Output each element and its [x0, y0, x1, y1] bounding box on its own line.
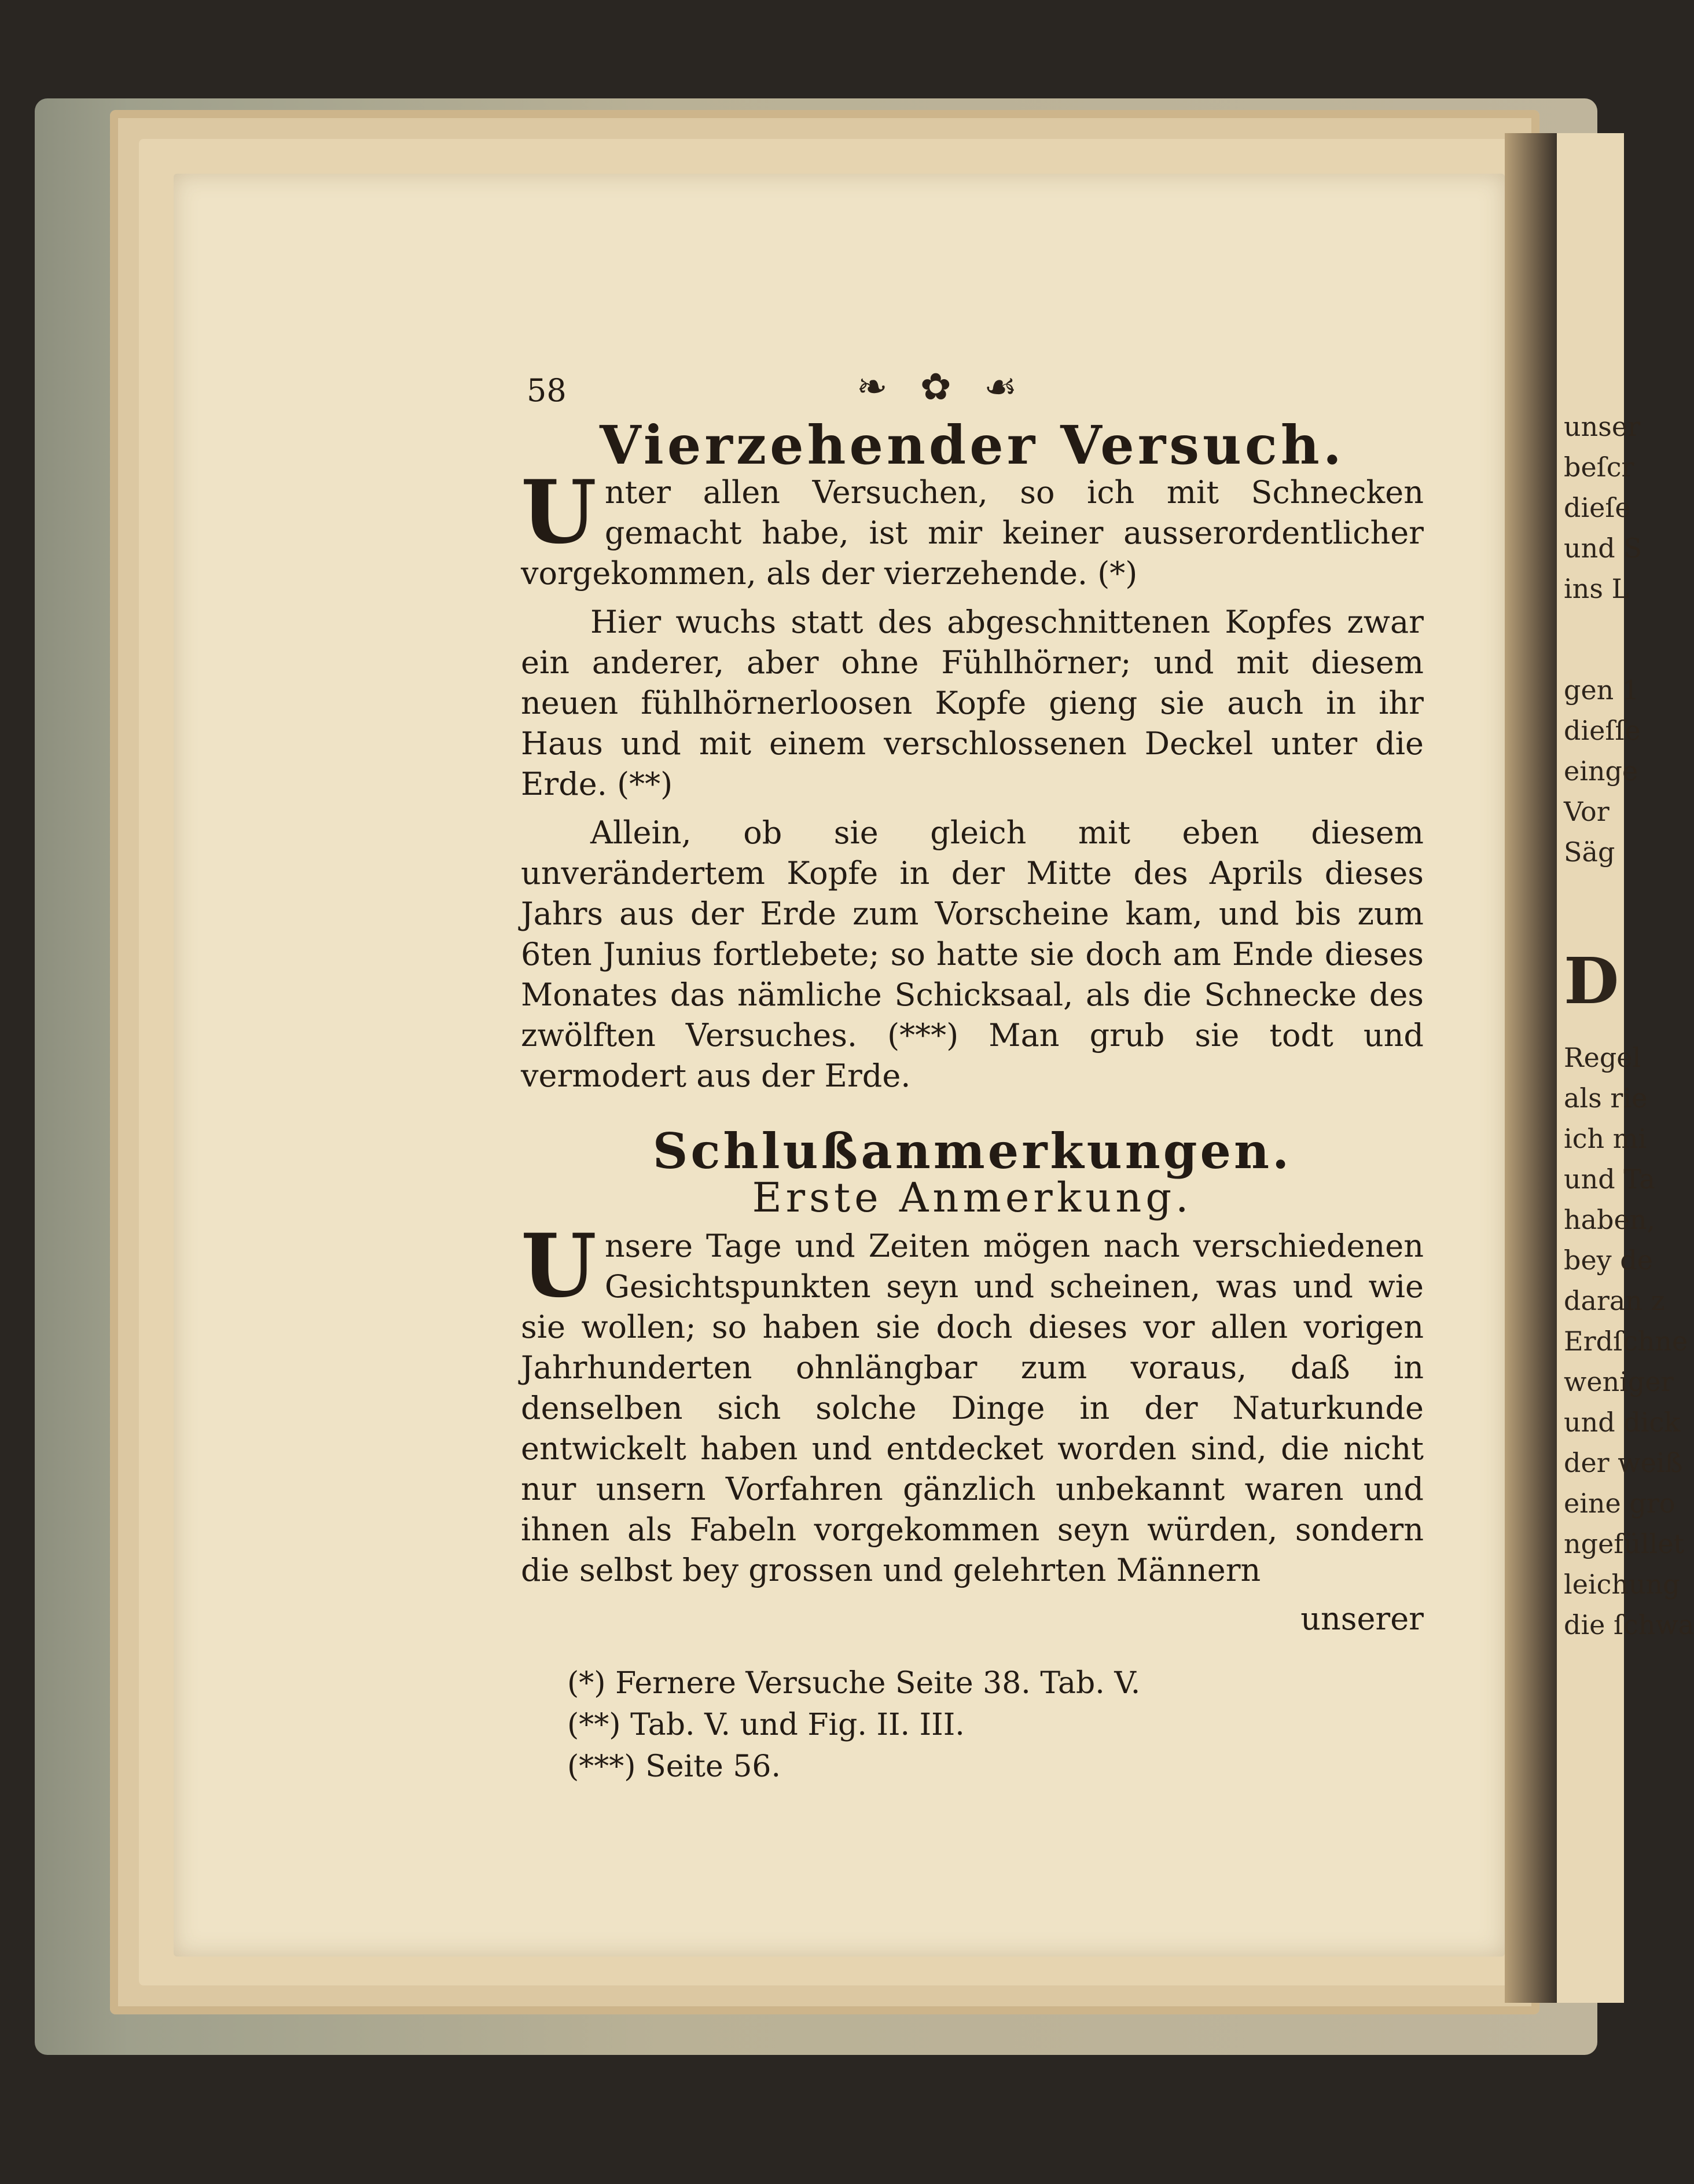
next-page-fragment: daran z: [1564, 1285, 1665, 1316]
book-gutter: [1505, 133, 1557, 2003]
section-heading-2: Schlußanmerkungen.: [652, 1122, 1292, 1180]
next-page-fragment: D: [1564, 944, 1619, 1018]
next-page-fragment: gen 1: [1564, 674, 1640, 706]
paragraph-text: nsere Tage und Zeiten mögen nach verschiedenen Gesichtspunkten seyn und scheinen, was und wie sie wollen; so haben sie doch dieses vor allen vorigen Jahrhunderten ohnlängbar zum voraus, daß in denselben sich solche Dinge in der Naturkunde entwickelt haben und entdecket worden sind, die nicht nur unsern Vorfahren gänzlich unbekannt waren und ihnen als Fabeln vorgekommen seyn würden, sondern die selbst bey grossen und gelehrten Männern: [521, 1228, 1424, 1588]
next-page-fragment: dieſe: [1564, 492, 1631, 523]
next-page-fragment: ngefüllet: [1564, 1528, 1685, 1559]
next-page-fragment: einge: [1564, 755, 1638, 787]
next-page-fragment: ich mi: [1564, 1123, 1647, 1154]
next-page-fragment: beſcr: [1564, 452, 1634, 483]
paragraph-1: [521, 461, 1424, 594]
next-page-fragment: eine gro: [1564, 1488, 1675, 1519]
page-text: [521, 359, 1424, 1787]
next-page-fragment: dieſſe: [1564, 715, 1641, 746]
next-page-edge: [1557, 133, 1694, 2003]
section-heading: Vierzehender Versuch.: [600, 414, 1345, 476]
paragraph-4: [521, 1215, 1424, 1591]
next-page-fragment: die ſchwa: [1564, 1609, 1694, 1640]
footnote: (**) Tab. V. und Fig. II. III.: [567, 1708, 965, 1742]
paragraph-text: nter allen Versuchen, so ich mit Schnecken gemacht habe, ist mir keiner ausserordentlicher vorgekommen, als der vierzehende. (*): [521, 474, 1424, 592]
next-page-fragment: und S: [1564, 533, 1642, 564]
running-header: [521, 359, 1424, 423]
footnote: (*) Fernere Versuche Seite 38. Tab. V.: [567, 1666, 1141, 1701]
next-page-fragment: bey de: [1564, 1245, 1653, 1276]
next-page-fragment: und dick: [1564, 1407, 1681, 1438]
paragraph-3: Allein, ob sie gleich mit eben diesem unverändertem Kopfe in der Mitte des Aprils dieses Jahrs aus der Erde zum Vorscheine kam, und bis zum 6ten Junius fortlebete; so hatte sie doch am Ende dieses Monates das nämliche Schicksaal, als die Schnecke des zwölften Versuches. (***) Man grub sie todt und vermodert aus der Erde.: [521, 814, 1424, 1094]
next-page-fragment: ins L: [1564, 573, 1630, 604]
drop-cap: U: [521, 461, 597, 563]
footnote: (***) Seite 56.: [567, 1749, 781, 1784]
next-page-fragment: Regel: [1564, 1042, 1641, 1073]
next-page-fragment: unser: [1564, 411, 1641, 442]
next-page-fragment: weniger: [1564, 1366, 1674, 1397]
next-page-fragment: als rie: [1564, 1082, 1648, 1114]
next-page-fragment: Erdſchne: [1564, 1326, 1688, 1357]
page-number: 58: [527, 372, 567, 409]
next-page-fragment: leichung: [1564, 1569, 1680, 1600]
subsection-heading: Erste Anmerkung.: [752, 1174, 1193, 1221]
drop-cap: U: [521, 1215, 597, 1317]
next-page-fragment: Vor: [1564, 796, 1610, 827]
next-page-fragment: der weiß: [1564, 1447, 1683, 1478]
footnotes: [521, 1662, 1424, 1787]
paragraph-2: Hier wuchs statt des abgeschnittenen Kopfes zwar ein anderer, aber ohne Fühlhörner; und mit diesem neuen fühlhörnerloosen Kopfe gieng sie auch in ihr Haus und mit einem verschlossenen Deckel unter die Erde. (**): [521, 604, 1424, 802]
next-page-fragment: haben,: [1564, 1204, 1655, 1235]
catchword: unserer: [1300, 1601, 1424, 1637]
next-page-fragment: und Ta: [1564, 1163, 1655, 1195]
next-page-fragment: Säg: [1564, 836, 1615, 868]
ornament-icon: ❧ ✿ ☙: [857, 366, 1028, 409]
